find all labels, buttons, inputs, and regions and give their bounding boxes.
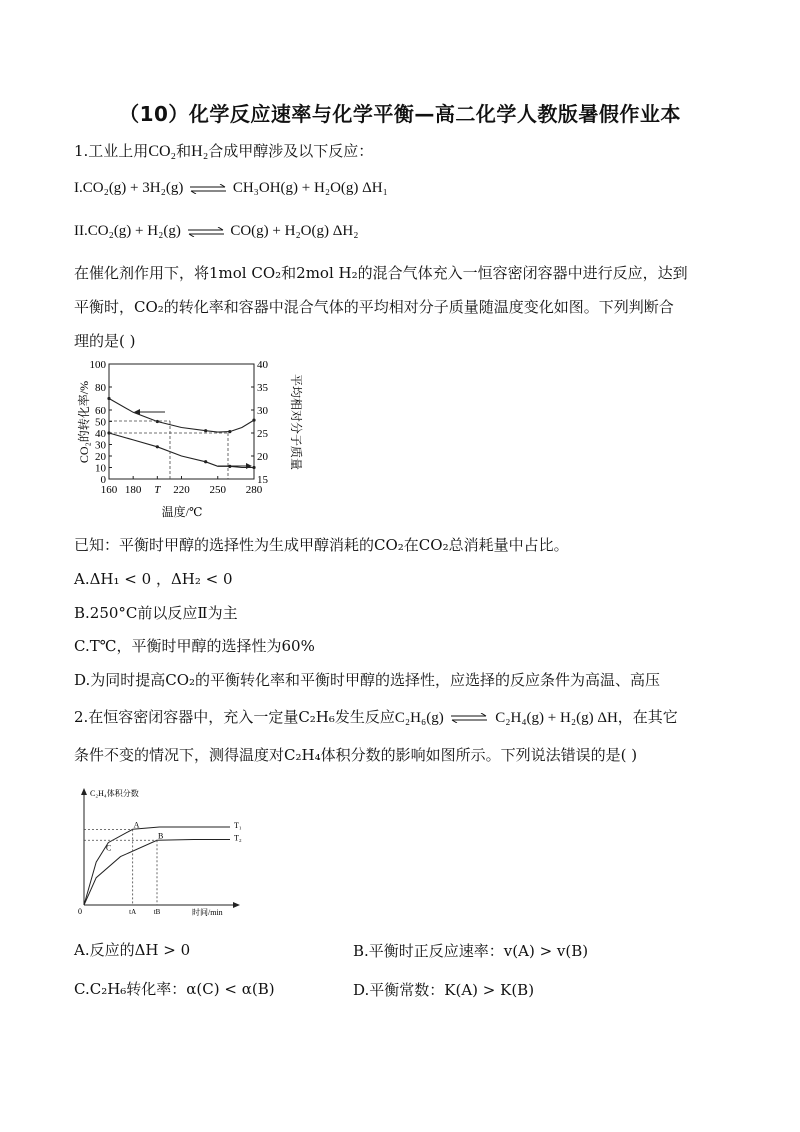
equilibrium-arrow-icon (187, 227, 225, 237)
x-axis-label: 温度/℃ (161, 505, 203, 519)
c2h4-fraction-chart (70, 785, 250, 920)
q2-option-b[interactable]: B.平衡时正反应速率：v(A) > v(B) (353, 942, 589, 960)
y2-tick-label: 25 (257, 428, 268, 440)
x-tick-label: T (154, 484, 161, 496)
y-tick-label: 100 (89, 359, 106, 371)
y2-tick-label: 35 (257, 382, 268, 394)
q2-stem-line-1: 2.在恒容密闭容器中，充入一定量C₂H₆发生反应C₂H₆(g) C₂H₄(g) + H₂(g) ΔH，在其它 (74, 708, 678, 726)
x-tick-label: 180 (124, 484, 142, 496)
x-tick-label: 280 (245, 484, 263, 496)
y2-tick-label: 15 (257, 474, 268, 486)
series-line-0 (109, 399, 254, 433)
data-point (107, 397, 110, 400)
q1-known-note: 已知：平衡时甲醇的选择性为生成甲醇消耗的CO₂在CO₂总消耗量中占比。 (74, 536, 569, 554)
q1-option-b[interactable]: B.250°C前以反应Ⅱ为主 (74, 604, 238, 622)
data-point (156, 420, 159, 423)
y-tick-label: 60 (95, 405, 106, 417)
y-tick-label: 20 (95, 451, 106, 463)
x-tick-label: 220 (173, 484, 190, 496)
series-line-1 (109, 433, 254, 468)
y2-tick-label: 30 (257, 405, 268, 417)
y-tick-label: 40 (95, 428, 106, 440)
data-point (204, 460, 207, 463)
q1-paragraph-line-2: 平衡时，CO₂的转化率和容器中混合气体的平均相对分子质量随温度变化如图。下列判断合 (74, 298, 674, 316)
x-tick-label: 250 (209, 484, 226, 496)
axis-pointer-arrow-head (246, 463, 252, 469)
y-axis-label: CO₂的转化率/% (77, 380, 91, 464)
y-tick-label: 50 (95, 416, 106, 429)
y2-axis-label: 平均相对分子质量 (289, 373, 303, 471)
q2-option-d[interactable]: D.平衡常数：K(A) > K(B) (353, 981, 535, 999)
point-label: B (158, 831, 164, 841)
q1-option-a[interactable]: A.ΔH₁ < 0 ，ΔH₂ < 0 (74, 570, 233, 588)
q1-paragraph-line-3: 理的是( ) (74, 332, 136, 350)
q2-option-c[interactable]: C.C₂H₆转化率：α(C) < α(B) (74, 980, 275, 998)
x-tick-label: tA (129, 908, 137, 916)
q1-reaction-II: II.CO₂(g) + H₂(g) CO(g) + H₂O(g) ΔH₂ (74, 223, 359, 239)
y2-tick-label: 20 (257, 451, 268, 463)
x-axis-label: 时间/min (192, 908, 223, 917)
q2-option-a[interactable]: A.反应的ΔH > 0 (74, 941, 191, 959)
data-point (252, 419, 255, 422)
equilibrium-arrow-icon (450, 713, 488, 723)
data-point (228, 430, 231, 433)
y-tick-label: 0 (100, 474, 106, 486)
y-axis-arrow (81, 788, 87, 795)
co2-conversion-chart (70, 354, 310, 524)
x-tick-label: 160 (100, 484, 118, 496)
origin-label: 0 (78, 907, 82, 916)
x-tick-label: tB (153, 908, 161, 916)
point-label: C (106, 843, 112, 853)
q1-option-c[interactable]: C.T℃，平衡时甲醇的选择性为60% (74, 637, 315, 655)
point-label: A (133, 820, 140, 830)
series-label: T₂ (234, 833, 242, 843)
q1-reaction-I: I.CO₂(g) + 3H₂(g) CH₃OH(g) + H₂O(g) ΔH₁ (74, 180, 388, 196)
q1-paragraph-line-1: 在催化剂作用下，将1mol CO₂和2mol H₂的混合气体充入一恒容密闭容器中进行反应，达到 (74, 264, 688, 282)
y-axis-label: C₂H₄体积分数 (90, 789, 139, 798)
data-point (252, 466, 255, 469)
data-point (156, 445, 159, 448)
x-axis-arrow (233, 902, 240, 908)
plot-frame (109, 364, 254, 479)
q1-stem: 1.工业上用CO₂和H₂合成甲醇涉及以下反应： (74, 142, 374, 160)
page-title: （10）化学反应速率与化学平衡—高二化学人教版暑假作业本 (119, 102, 681, 126)
data-point (204, 429, 207, 432)
series-label: T₁ (234, 821, 242, 830)
y-tick-label: 10 (95, 462, 106, 475)
q1-option-d[interactable]: D.为同时提高CO₂的平衡转化率和平衡时甲醇的选择性，应选择的反应条件为高温、高压 (74, 671, 661, 689)
equilibrium-arrow-icon (189, 184, 227, 194)
y-tick-label: 30 (95, 439, 106, 452)
y-tick-label: 80 (95, 382, 106, 394)
q2-stem-line-2: 条件不变的情况下，测得温度对C₂H₄体积分数的影响如图所示。下列说法错误的是( ) (74, 746, 638, 764)
y2-tick-label: 40 (257, 359, 268, 371)
